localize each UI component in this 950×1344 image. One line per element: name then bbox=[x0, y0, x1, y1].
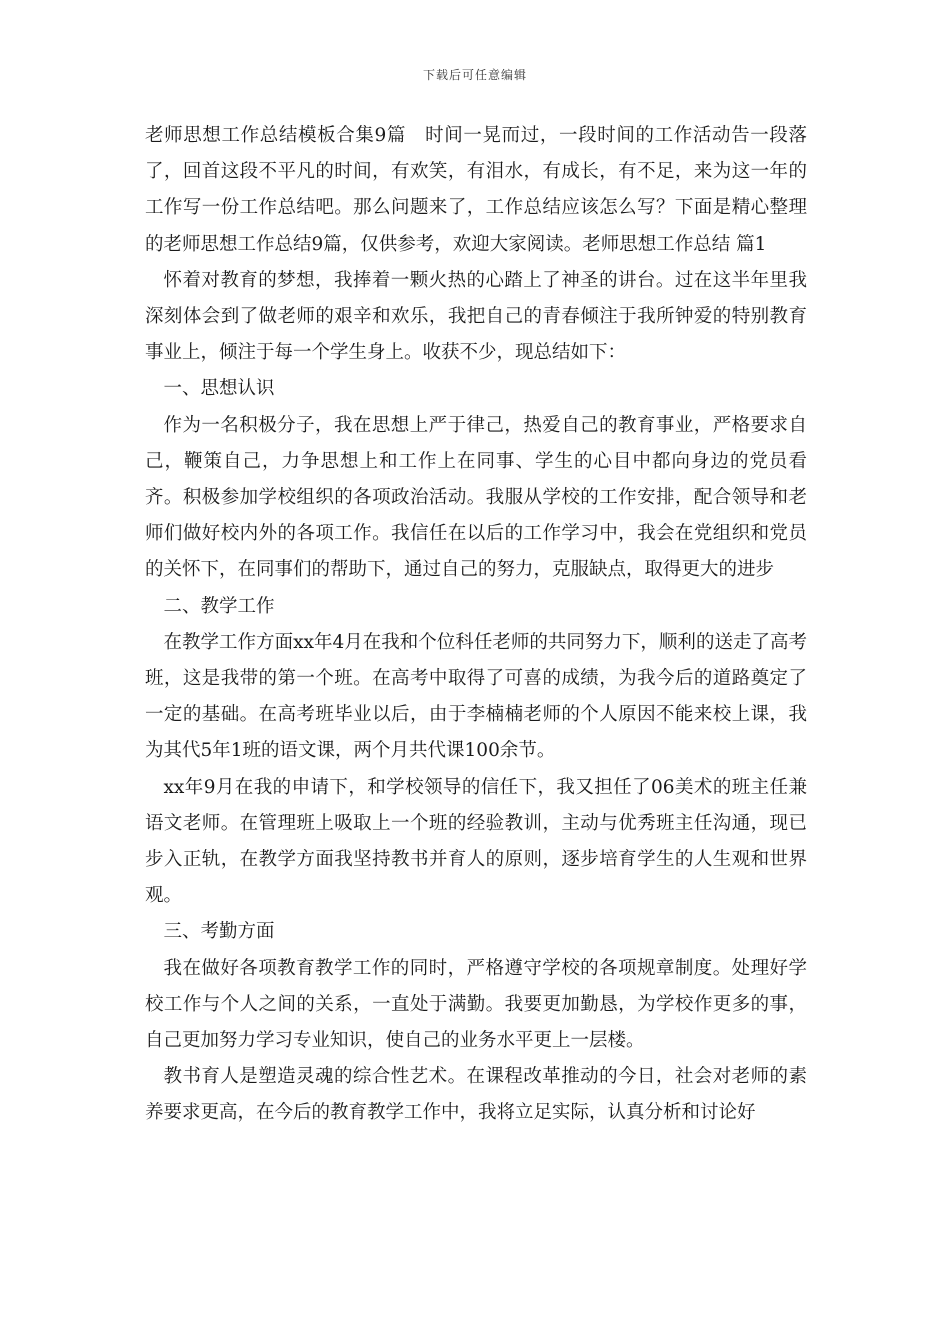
body-paragraph: 教书育人是塑造灵魂的综合性艺术。在课程改革推动的今日，社会对老师的素养要求更高，在今后的教育教学工作中，我将立足实际，认真分析和讨论好 bbox=[145, 1066, 807, 1124]
section-heading: 一、思想认识 bbox=[163, 378, 275, 400]
section-heading: 三、考勤方面 bbox=[163, 921, 275, 943]
document-body bbox=[145, 118, 807, 1132]
body-paragraph: 在教学工作方面xx年4月在我和个位科任老师的共同努力下，顺利的送走了高考班，这是我带的第一个班。在高考中取得了可喜的成绩，为我今后的道路奠定了一定的基础。在高考班毕业以后，由于李楠楠老师的个人原因不能来校上课，我为其代5年1班的语文课，两个月共代课100余节。 bbox=[145, 631, 807, 762]
intro-paragraph: 老师思想工作总结模板合集9篇 时间一晃而过，一段时间的工作活动告一段落了，回首这段不平凡的时间，有欢笑，有泪水，有成长，有不足，来为这一年的工作写一份工作总结吧。那么问题来了，工作总结应该怎么写？下面是精心整理的老师思想工作总结9篇，仅供参考，欢迎大家阅读。老师思想工作总结 篇1 bbox=[145, 125, 807, 255]
body-paragraph: xx年9月在我的申请下，和学校领导的信任下，我又担任了06美术的班主任兼语文老师。在管理班上吸取上一个班的经验教训，主动与优秀班主任沟通，现已步入正轨，在教学方面我坚持教书并育人的原则，逐步培育学生的人生观和世界观。 bbox=[145, 776, 807, 907]
body-paragraph: 我在做好各项教育教学工作的同时，严格遵守学校的各项规章制度。处理好学校工作与个人之间的关系，一直处于满勤。我要更加勤恳，为学校作更多的事，自己更加努力学习专业知识，使自己的业务水平更上一层楼。 bbox=[145, 957, 807, 1052]
body-paragraph: 作为一名积极分子，我在思想上严于律己，热爱自己的教育事业，严格要求自己，鞭策自己，力争思想上和工作上在同事、学生的心目中都向身边的党员看齐。积极参加学校组织的各项政治活动。我服从学校的工作安排，配合领导和老师们做好校内外的各项工作。我信任在以后的工作学习中，我会在党组织和党员的关怀下，在同事们的帮助下，通过自己的努力，克服缺点，取得更大的进步 bbox=[145, 414, 807, 581]
page-header: 下载后可任意编辑 bbox=[422, 68, 527, 82]
body-paragraph: 怀着对教育的梦想，我捧着一颗火热的心踏上了神圣的讲台。过在这半年里我深刻体会到了做老师的艰辛和欢乐，我把自己的青春倾注于我所钟爱的特别教育事业上，倾注于每一个学生身上。收获不少，现总结如下： bbox=[145, 269, 807, 364]
section-heading: 二、教学工作 bbox=[163, 595, 275, 617]
